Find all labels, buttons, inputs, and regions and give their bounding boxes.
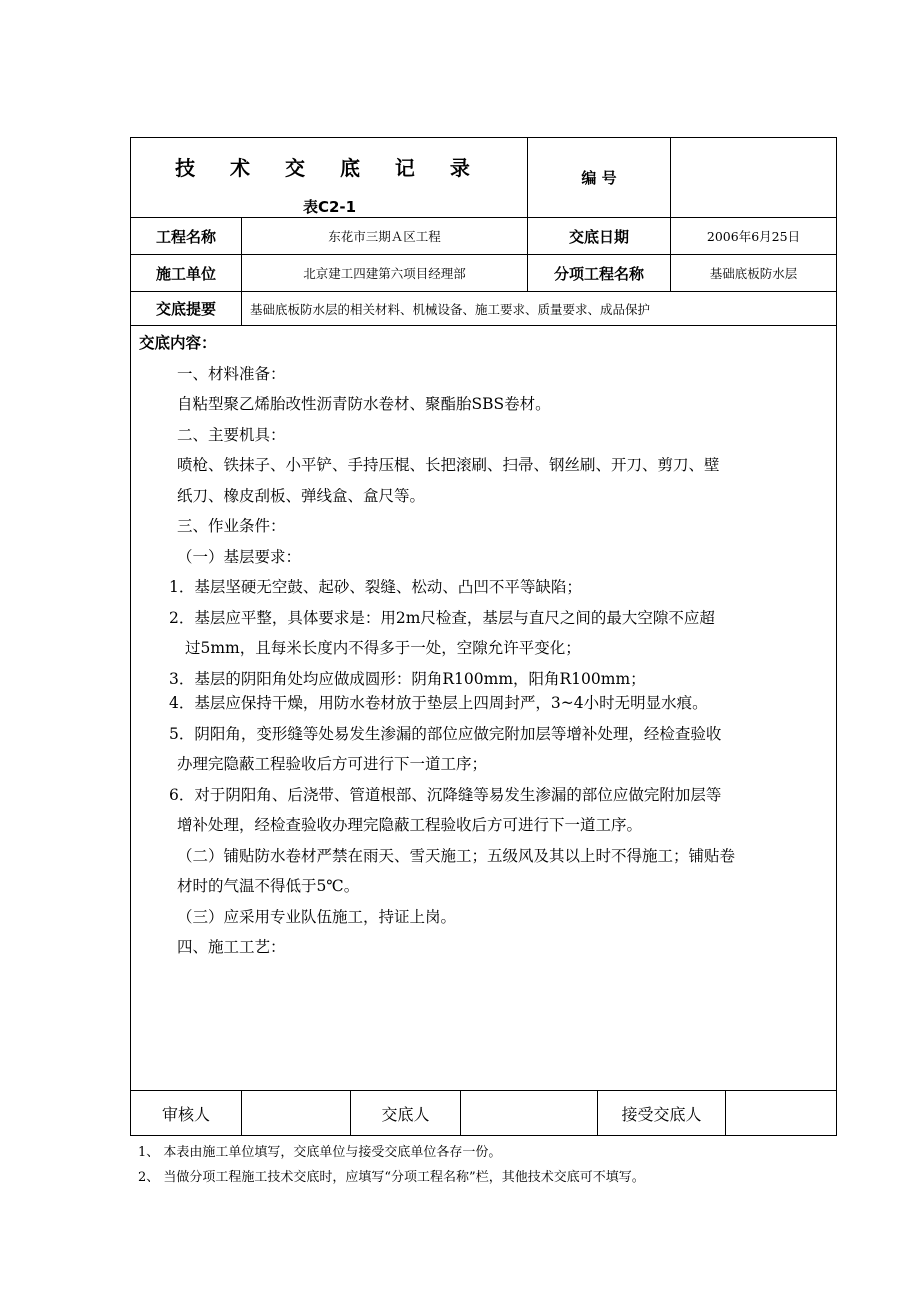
content-line: 纸刀、橡皮刮板、弹线盒、盒尺等。: [177, 486, 426, 505]
content-line: 3．基层的阴阳角处均应做成圆形：阴角R100mm，阳角R100mm；: [169, 669, 646, 688]
content-line: 增补处理，经检查验收办理完隐蔽工程验收后方可进行下一道工序。: [177, 816, 643, 834]
content-line: 2．基层应平整，具体要求是：用2m尺检查，基层与直尺之间的最大空隙不应超: [169, 608, 715, 627]
content-line: （一）基层要求：: [177, 547, 302, 566]
content-line: 4．基层应保持干燥，用防水卷材放于垫层上四周封严，3~4小时无明显水痕。: [169, 694, 708, 712]
reviewer-label: 审核人: [161, 1105, 210, 1124]
summary-value[interactable]: 基础底板防水层的相关材料、机械设备、施工要求、质量要求、成品保护: [250, 301, 651, 317]
discloser-label: 交底人: [381, 1105, 430, 1124]
content-heading: 交底内容：: [139, 334, 217, 352]
content-line: 一、材料准备：: [177, 364, 286, 383]
project-name-label: 工程名称: [155, 227, 216, 246]
content-line: 三、作业条件：: [177, 517, 286, 535]
divider: [527, 217, 528, 291]
content-line: 喷枪、铁抹子、小平铲、手持压棍、长把滚刷、扫帚、钢丝刷、开刀、剪刀、壁: [177, 456, 720, 474]
reviewer-field[interactable]: [242, 1091, 350, 1136]
number-label: 编 号: [581, 169, 617, 187]
discloser-field[interactable]: [461, 1091, 597, 1136]
contractor-value[interactable]: 北京建工四建第六项目经理部: [303, 266, 466, 281]
receiver-label: 接受交底人: [621, 1105, 702, 1124]
content-line: 6．对于阴阳角、后浇带、管道根部、沉降缝等易发生渗漏的部位应做完附加层等: [169, 785, 722, 804]
disclosure-record-form: [130, 137, 837, 1136]
content-line: 1．基层坚硬无空鼓、起砂、裂缝、松动、凸凹不平等缺陷；: [169, 578, 582, 596]
footnote: 1、 本表由施工单位填写，交底单位与接受交底单位各存一份。: [138, 1145, 502, 1160]
content-line: （二）铺贴防水卷材严禁在雨天、雪天施工；五级风及其以上时不得施工；铺贴卷: [177, 846, 736, 865]
project-name-value[interactable]: 东花市三期Ａ区工程: [328, 229, 441, 244]
content-line: 自粘型聚乙烯胎改性沥青防水卷材、聚酯胎SBS卷材。: [177, 395, 551, 413]
form-code: 表C2-1: [302, 198, 357, 216]
content-line: 四、施工工艺：: [177, 938, 286, 956]
content-line: 5．阴阳角，变形缝等处易发生渗漏的部位应做完附加层等增补处理，经检查验收: [169, 724, 722, 743]
subproject-value[interactable]: 基础底板防水层: [709, 266, 798, 281]
divider: [670, 217, 671, 291]
number-field[interactable]: [671, 138, 836, 217]
content-line: 办理完隐蔽工程验收后方可进行下一道工序；: [177, 755, 488, 773]
content-line: 过5mm，且每米长度内不得多于一处，空隙允许平变化；: [185, 639, 581, 657]
divider: [131, 325, 836, 326]
subproject-label: 分项工程名称: [553, 264, 644, 283]
content-line: 二、主要机具：: [177, 425, 286, 444]
date-label: 交底日期: [568, 227, 629, 246]
date-value[interactable]: 2006年6月25日: [706, 229, 801, 244]
summary-label: 交底提要: [155, 300, 216, 318]
content-line: 材时的气温不得低于5℃。: [177, 877, 360, 895]
footnote: 2、 当做分项工程施工技术交底时，应填写“分项工程名称”栏，其他技术交底可不填写。: [138, 1170, 645, 1185]
disclosure-content[interactable]: [139, 332, 831, 963]
contractor-label: 施工单位: [155, 264, 216, 283]
content-line: （三）应采用专业队伍施工，持证上岗。: [177, 907, 457, 926]
divider: [241, 217, 242, 325]
receiver-field[interactable]: [726, 1091, 836, 1136]
form-title: 技 术 交 底 记 录: [175, 156, 484, 180]
